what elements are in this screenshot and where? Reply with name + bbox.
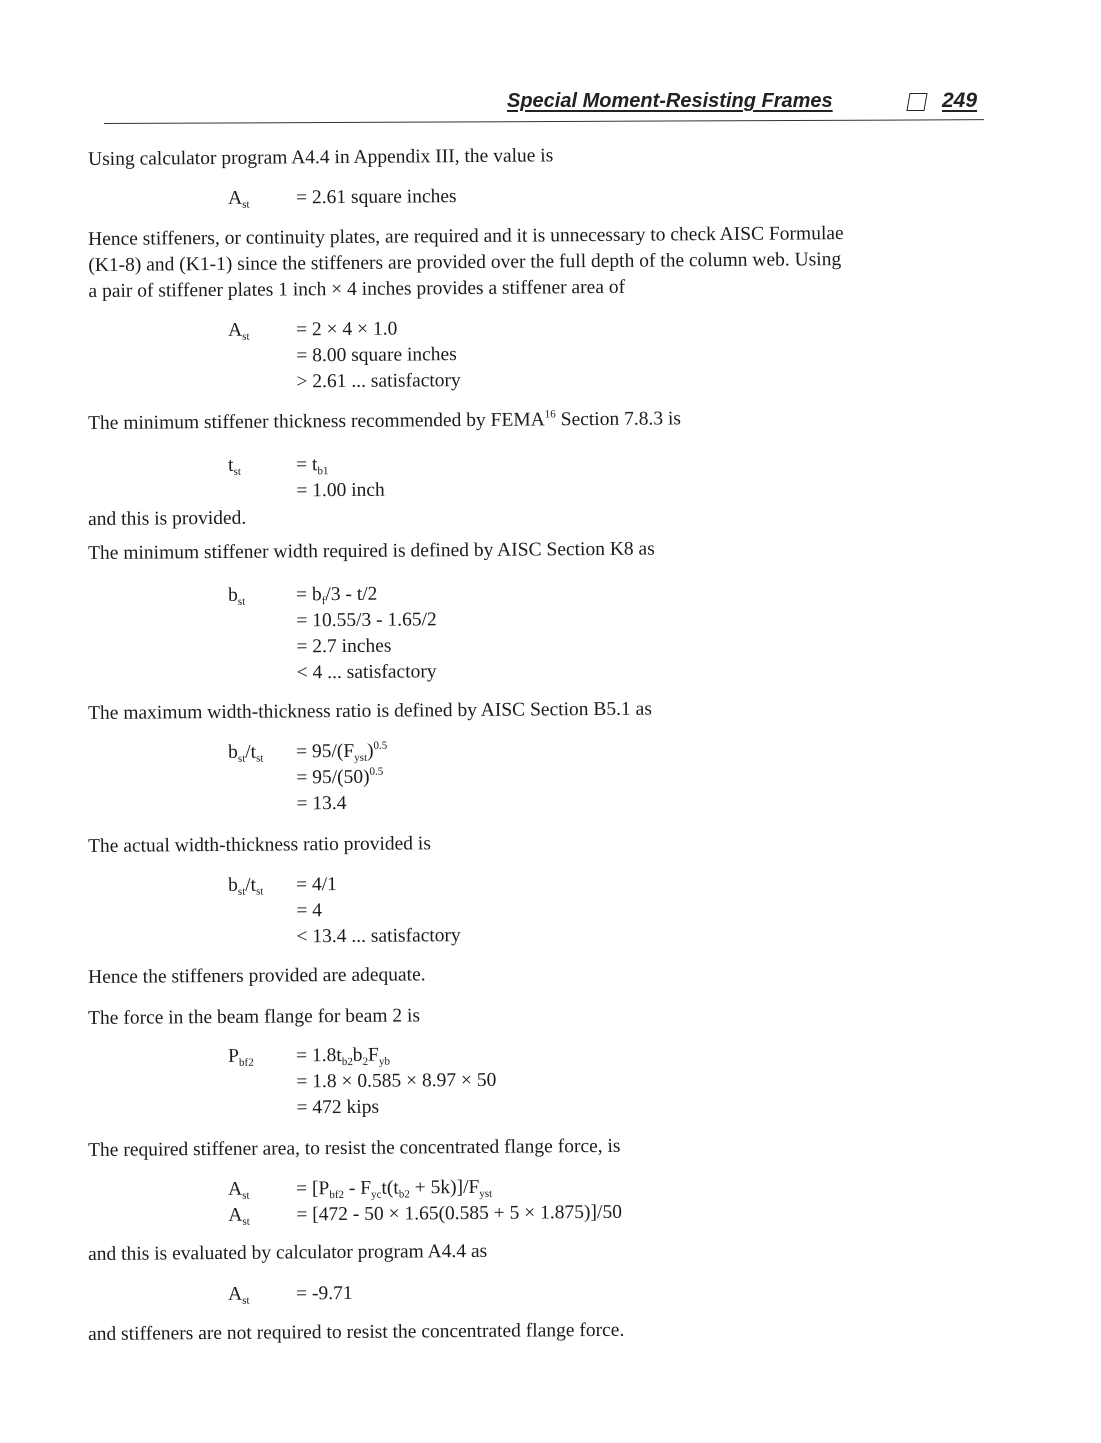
paragraph-11 <box>88 1235 998 1268</box>
equation-line: = 8.00 square inches <box>296 344 457 367</box>
paragraph-7 <box>88 827 998 860</box>
paragraph-1 <box>88 140 998 173</box>
equation-2 <box>88 312 999 397</box>
text-line: The actual width-thickness ratio provided is <box>88 833 431 857</box>
text-line: The maximum width-thickness ratio is defined by AISC Section B5.1 as <box>88 698 652 724</box>
equation-line: = $95/(50)^{0.5}$ <box>296 765 384 789</box>
equation-symbol: $A_{st}$ <box>228 1178 250 1202</box>
equation-8 <box>88 1171 998 1230</box>
equation-line: = [472 - 50 × 1.65(0.585 + 5 × 1.875)]/50 <box>296 1201 623 1226</box>
equation-symbol: $A_{st}$ <box>228 187 250 211</box>
equation-symbol: $t_{st}$ <box>228 454 241 478</box>
text-line: a pair of stiffener plates 1 inch × 4 inches provides a stiffener area of <box>88 276 626 302</box>
equation-line: > 2.61 ... satisfactory <box>296 370 461 393</box>
text-line: The minimum stiffener width required is defined by AISC Section K8 as <box>88 538 655 564</box>
square-icon <box>906 93 927 111</box>
equation-4 <box>88 577 999 688</box>
equation-line: < 4 ... satisfactory <box>296 661 437 684</box>
equation-symbol: $b_{st}/t_{st}$ <box>228 874 264 898</box>
equation-symbol: $A_{st}$ <box>228 1204 250 1228</box>
text-line: The force in the beam flange for beam 2 is <box>88 1005 421 1029</box>
text-line: and stiffeners are not required to resist the concentrated flange force. <box>88 1319 625 1345</box>
paragraph-3 <box>88 404 998 437</box>
equation-line: = 4/1 <box>296 874 337 896</box>
paragraph-6 <box>88 694 998 727</box>
equation-symbol: $b_{st}$ <box>228 584 246 608</box>
paragraph-8 <box>88 958 998 991</box>
text-line: and this is provided. <box>88 507 247 530</box>
equation-line: = $[P_{bf2} - F_{yc}t(t_{b2} + 5k)]/F_{yst}$ <box>296 1176 493 1202</box>
text-line: The minimum stiffener thickness recommended by FEMA$^{16}$ Section 7.8.3 is <box>88 408 682 434</box>
equation-line: = $1.8t_{b2}b_2F_{yb}$ <box>296 1044 390 1069</box>
equation-7 <box>88 1038 999 1123</box>
equation-line: = $t_{b1}$ <box>296 454 329 478</box>
header-rule <box>104 119 984 124</box>
paragraph-5 <box>88 534 998 567</box>
paragraph-2 <box>88 220 999 305</box>
equation-5 <box>88 734 999 819</box>
chapter-title: Special Moment-Resisting Frames <box>507 90 833 112</box>
equation-line: = 10.55/3 - 1.65/2 <box>296 609 437 632</box>
equation-9 <box>88 1276 998 1309</box>
equation-symbol: $b_{st}/t_{st}$ <box>228 741 264 765</box>
text-line: Using calculator program A4.4 in Appendix III, the value is <box>88 145 554 170</box>
paragraph-9 <box>88 999 998 1032</box>
equation-line: = $95/(F_{yst})^{0.5}$ <box>296 739 388 764</box>
equation-line: = 2.7 inches <box>296 635 392 658</box>
equation-line: = 13.4 <box>296 792 347 815</box>
equation-line: = 4 <box>296 900 323 922</box>
equation-value: = -9.71 <box>296 1282 353 1305</box>
equation-3 <box>88 447 998 506</box>
text-line: (K1-8) and (K1-1) since the stiffeners are provided over the full depth of the column web. Using <box>88 249 842 276</box>
running-header <box>500 88 990 118</box>
equation-line: < 13.4 ... satisfactory <box>296 925 461 948</box>
equation-value: = 2.61 square inches <box>296 186 457 209</box>
paragraph-10 <box>88 1131 998 1164</box>
text-line: and this is evaluated by calculator program A4.4 as <box>88 1240 488 1265</box>
equation-line: = 472 kips <box>296 1096 380 1119</box>
page-number: 249 <box>942 89 978 112</box>
equation-line: = 1.00 inch <box>296 479 385 502</box>
text-line: Hence stiffeners, or continuity plates, are required and it is unnecessary to check AISC Formulae <box>88 223 844 250</box>
equation-6 <box>88 867 999 952</box>
paragraph-12 <box>88 1315 998 1348</box>
text-line: The required stiffener area, to resist the concentrated flange force, is <box>88 1135 621 1161</box>
equation-symbol: $A_{st}$ <box>228 319 250 343</box>
text-line: Hence the stiffeners provided are adequate. <box>88 964 426 988</box>
equation-symbol: $A_{st}$ <box>228 1283 250 1307</box>
equation-line: = 2 × 4 × 1.0 <box>296 318 398 341</box>
equation-symbol: $P_{bf2}$ <box>228 1045 254 1069</box>
equation-line: = $b_f/3 - t/2$ <box>296 583 378 608</box>
equation-line: = 1.8 × 0.585 × 8.97 × 50 <box>296 1069 497 1093</box>
equation-1 <box>88 180 998 213</box>
